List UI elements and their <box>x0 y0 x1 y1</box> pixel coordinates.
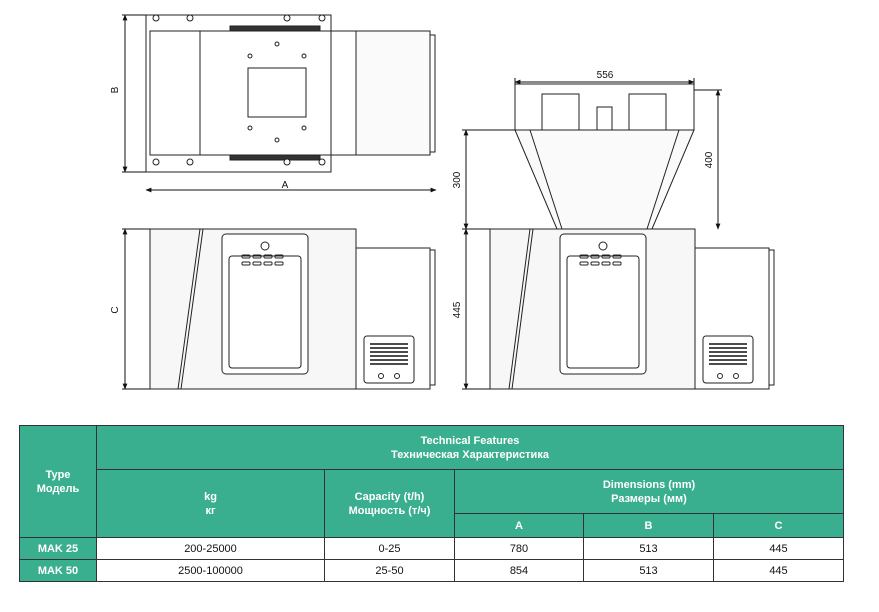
technical-features-header: Technical Features Техническая Характеристика <box>97 426 844 470</box>
model-cell: MAK 25 <box>20 538 97 560</box>
kg-cell: 200-25000 <box>97 538 325 560</box>
dim-300-label: 300 <box>452 171 463 189</box>
model-cell: MAK 50 <box>20 560 97 582</box>
dim-b-cell: 513 <box>584 538 714 560</box>
dim-a-label: A <box>281 180 289 191</box>
kg-header: kg кг <box>97 470 325 538</box>
table-row <box>20 560 844 582</box>
table-row <box>20 538 844 560</box>
kg-cell: 2500-100000 <box>97 560 325 582</box>
side-view <box>490 84 774 389</box>
dim-b-label: B <box>110 86 121 94</box>
col-a-header: A <box>455 514 584 538</box>
capacity-cell: 0-25 <box>325 538 455 560</box>
col-b-header: B <box>584 514 714 538</box>
top-view <box>146 15 435 172</box>
dim-400-label: 400 <box>704 151 715 169</box>
dim-b-cell: 513 <box>584 560 714 582</box>
type-header: Type Модель <box>20 426 97 538</box>
dim-a-cell: 780 <box>455 538 584 560</box>
col-c-header: C <box>714 514 844 538</box>
dim-c-cell: 445 <box>714 560 844 582</box>
dimensions-header: Dimensions (mm) Размеры (мм) <box>455 470 844 514</box>
dim-a-cell: 854 <box>455 560 584 582</box>
front-view <box>150 229 435 389</box>
capacity-cell: 25-50 <box>325 560 455 582</box>
dim-c-label: C <box>110 306 121 314</box>
dim-556-label: 556 <box>596 70 614 81</box>
dim-c-cell: 445 <box>714 538 844 560</box>
technical-features-table <box>19 425 844 582</box>
dim-445-label: 445 <box>452 301 463 319</box>
capacity-header: Capacity (t/h) Мощность (т/ч) <box>325 470 455 538</box>
